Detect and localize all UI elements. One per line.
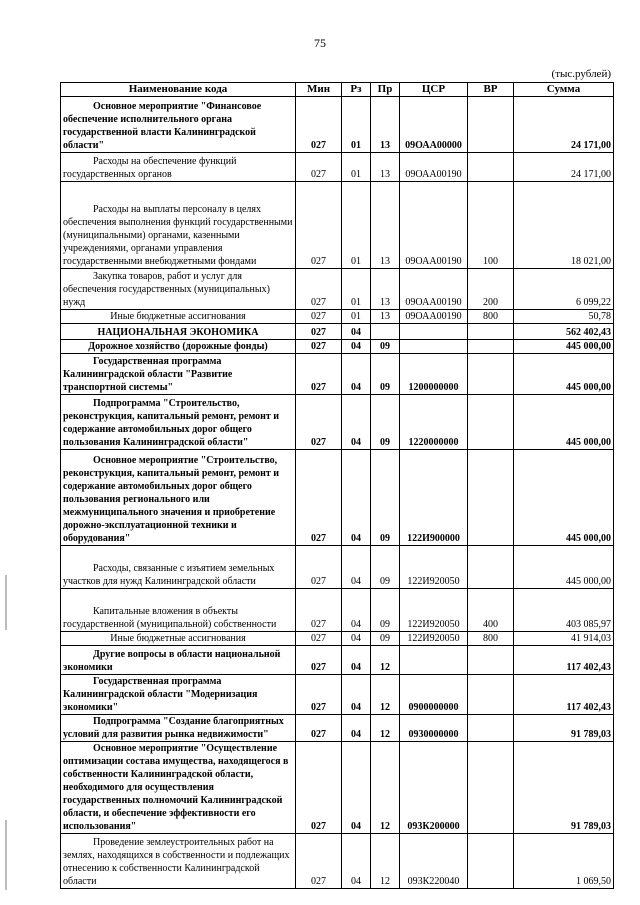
row-csr: 09ОАА00000: [400, 97, 468, 153]
row-pr: 09: [371, 589, 400, 632]
table-row: [61, 395, 614, 450]
row-csr: 1200000000: [400, 354, 468, 395]
row-csr: 09ОАА00190: [400, 182, 468, 269]
row-csr: 122И900000: [400, 450, 468, 546]
row-rz: 01: [342, 182, 371, 269]
row-pr: 13: [371, 310, 400, 324]
row-sum: 445 000,00: [514, 450, 614, 546]
scan-margin-mark: [5, 820, 7, 890]
row-min: 027: [296, 97, 342, 153]
row-min: 027: [296, 742, 342, 834]
row-min: 027: [296, 182, 342, 269]
table-row: [61, 834, 614, 889]
row-vr: 800: [468, 632, 514, 646]
row-vr: [468, 395, 514, 450]
column-header: Мин: [296, 83, 342, 97]
row-csr: 122И920050: [400, 589, 468, 632]
row-name: Государственная программа Калининградской области "Развитие транспортной системы": [61, 354, 296, 395]
table-row: [61, 269, 614, 310]
table-row: [61, 450, 614, 546]
row-csr: 093К220040: [400, 834, 468, 889]
row-min: 027: [296, 632, 342, 646]
row-pr: 12: [371, 742, 400, 834]
row-pr: 12: [371, 834, 400, 889]
budget-table: [60, 82, 614, 889]
column-header: Рз: [342, 83, 371, 97]
row-name: Дорожное хозяйство (дорожные фонды): [61, 340, 296, 354]
row-pr: 09: [371, 632, 400, 646]
row-rz: 04: [342, 546, 371, 589]
row-sum: 41 914,03: [514, 632, 614, 646]
row-rz: 04: [342, 354, 371, 395]
row-pr: 13: [371, 153, 400, 182]
row-min: 027: [296, 834, 342, 889]
row-rz: 04: [342, 340, 371, 354]
row-rz: 04: [342, 324, 371, 340]
row-name: Подпрограмма "Создание благоприятных условий для развития рынка недвижимости": [61, 715, 296, 742]
row-vr: 100: [468, 182, 514, 269]
row-vr: 400: [468, 589, 514, 632]
row-name: Государственная программа Калининградской области "Модернизация экономики": [61, 675, 296, 715]
row-name: Проведение землеустроительных работ на землях, находящихся в собственности и подлежащих отнесению к собственности Калининградской области: [61, 834, 296, 889]
row-min: 027: [296, 450, 342, 546]
row-vr: [468, 834, 514, 889]
row-pr: 09: [371, 450, 400, 546]
table-row: [61, 589, 614, 632]
row-min: 027: [296, 354, 342, 395]
row-rz: 04: [342, 675, 371, 715]
row-vr: 800: [468, 310, 514, 324]
table-row: [61, 632, 614, 646]
table-row: [61, 742, 614, 834]
row-min: 027: [296, 153, 342, 182]
table-row: [61, 97, 614, 153]
table-row: [61, 324, 614, 340]
row-csr: [400, 340, 468, 354]
row-vr: [468, 742, 514, 834]
row-min: 027: [296, 269, 342, 310]
column-header: Сумма: [514, 83, 614, 97]
row-min: 027: [296, 340, 342, 354]
table-row: [61, 715, 614, 742]
table-row: [61, 310, 614, 324]
row-csr: 0900000000: [400, 675, 468, 715]
row-pr: 13: [371, 97, 400, 153]
row-name: Основное мероприятие "Осуществление оптимизации состава имущества, находящегося в собственности Калининградской области, необходимого для осуществления государственных полномочий Калининградской области, и обеспечение эффективности его использования": [61, 742, 296, 834]
row-rz: 04: [342, 450, 371, 546]
row-rz: 04: [342, 395, 371, 450]
row-vr: [468, 153, 514, 182]
row-rz: 01: [342, 153, 371, 182]
row-pr: 13: [371, 182, 400, 269]
row-name: Расходы на обеспечение функций государственных органов: [61, 153, 296, 182]
table-row: [61, 340, 614, 354]
row-name: Основное мероприятие "Строительство, реконструкция, капитальный ремонт, ремонт и содержание автомобильных дорог общего пользования регионального или межмуниципального значения и приобретение дорожно-эксплуатационной техники и оборудования": [61, 450, 296, 546]
row-vr: [468, 97, 514, 153]
row-sum: 91 789,03: [514, 715, 614, 742]
row-vr: [468, 675, 514, 715]
table-row: [61, 354, 614, 395]
row-pr: 09: [371, 354, 400, 395]
row-name: Капитальные вложения в объекты государственной (муниципальной) собственности: [61, 589, 296, 632]
row-min: 027: [296, 589, 342, 632]
row-sum: 117 402,43: [514, 646, 614, 675]
row-min: 027: [296, 395, 342, 450]
row-vr: [468, 546, 514, 589]
row-sum: 562 402,43: [514, 324, 614, 340]
row-pr: [371, 324, 400, 340]
row-name: Закупка товаров, работ и услуг для обеспечения государственных (муниципальных) нужд: [61, 269, 296, 310]
row-name: Иные бюджетные ассигнования: [61, 632, 296, 646]
row-sum: 91 789,03: [514, 742, 614, 834]
page-number: 75: [314, 36, 326, 50]
row-csr: [400, 646, 468, 675]
row-csr: 122И920050: [400, 546, 468, 589]
row-rz: 04: [342, 834, 371, 889]
row-csr: 122И920050: [400, 632, 468, 646]
table-row: [61, 546, 614, 589]
row-csr: 0930000000: [400, 715, 468, 742]
table-row: [61, 153, 614, 182]
row-pr: 12: [371, 675, 400, 715]
row-csr: 09ОАА00190: [400, 310, 468, 324]
row-sum: 24 171,00: [514, 97, 614, 153]
row-pr: 09: [371, 546, 400, 589]
row-sum: 6 099,22: [514, 269, 614, 310]
row-csr: 093К200000: [400, 742, 468, 834]
row-name: Другие вопросы в области национальной экономики: [61, 646, 296, 675]
row-vr: [468, 715, 514, 742]
row-sum: 403 085,97: [514, 589, 614, 632]
row-rz: 04: [342, 742, 371, 834]
row-vr: 200: [468, 269, 514, 310]
row-pr: 09: [371, 340, 400, 354]
column-header: Наименование кода: [61, 83, 296, 97]
table-row: [61, 646, 614, 675]
row-rz: 01: [342, 97, 371, 153]
table-row: [61, 182, 614, 269]
row-name: Расходы, связанные с изъятием земельных участков для нужд Калининградской области: [61, 546, 296, 589]
scan-margin-mark: [5, 575, 7, 630]
row-pr: 12: [371, 715, 400, 742]
row-vr: [468, 646, 514, 675]
row-rz: 04: [342, 632, 371, 646]
units-label: (тыс.рублей): [551, 68, 611, 80]
row-min: 027: [296, 646, 342, 675]
column-header: ЦСР: [400, 83, 468, 97]
row-name: Иные бюджетные ассигнования: [61, 310, 296, 324]
row-vr: [468, 324, 514, 340]
row-sum: 445 000,00: [514, 354, 614, 395]
row-sum: 445 000,00: [514, 340, 614, 354]
row-sum: 18 021,00: [514, 182, 614, 269]
row-sum: 445 000,00: [514, 395, 614, 450]
row-min: 027: [296, 324, 342, 340]
table-row: [61, 675, 614, 715]
row-rz: 01: [342, 310, 371, 324]
row-vr: [468, 450, 514, 546]
row-pr: 09: [371, 395, 400, 450]
row-csr: 1220000000: [400, 395, 468, 450]
row-name: Расходы на выплаты персоналу в целях обеспечения выполнения функций государственными (муниципальными) органами, казенными учреждениями, органами управления государственными внебюджетными фондами: [61, 182, 296, 269]
column-header: ВР: [468, 83, 514, 97]
row-sum: 445 000,00: [514, 546, 614, 589]
row-min: 027: [296, 310, 342, 324]
row-min: 027: [296, 675, 342, 715]
row-sum: 1 069,50: [514, 834, 614, 889]
row-rz: 04: [342, 715, 371, 742]
row-vr: [468, 340, 514, 354]
row-sum: 117 402,43: [514, 675, 614, 715]
row-name: Основное мероприятие "Финансовое обеспечение исполнительного органа государственной власти Калининградской области": [61, 97, 296, 153]
row-sum: 50,78: [514, 310, 614, 324]
row-min: 027: [296, 715, 342, 742]
row-min: 027: [296, 546, 342, 589]
row-sum: 24 171,00: [514, 153, 614, 182]
row-csr: 09ОАА00190: [400, 269, 468, 310]
row-name: Подпрограмма "Строительство, реконструкция, капитальный ремонт, ремонт и содержание автомобильных дорог общего пользования Калининградской области": [61, 395, 296, 450]
row-csr: 09ОАА00190: [400, 153, 468, 182]
row-vr: [468, 354, 514, 395]
column-header: Пр: [371, 83, 400, 97]
row-rz: 01: [342, 269, 371, 310]
row-csr: [400, 324, 468, 340]
row-pr: 12: [371, 646, 400, 675]
row-name: НАЦИОНАЛЬНАЯ ЭКОНОМИКА: [61, 324, 296, 340]
row-rz: 04: [342, 589, 371, 632]
row-rz: 04: [342, 646, 371, 675]
row-pr: 13: [371, 269, 400, 310]
